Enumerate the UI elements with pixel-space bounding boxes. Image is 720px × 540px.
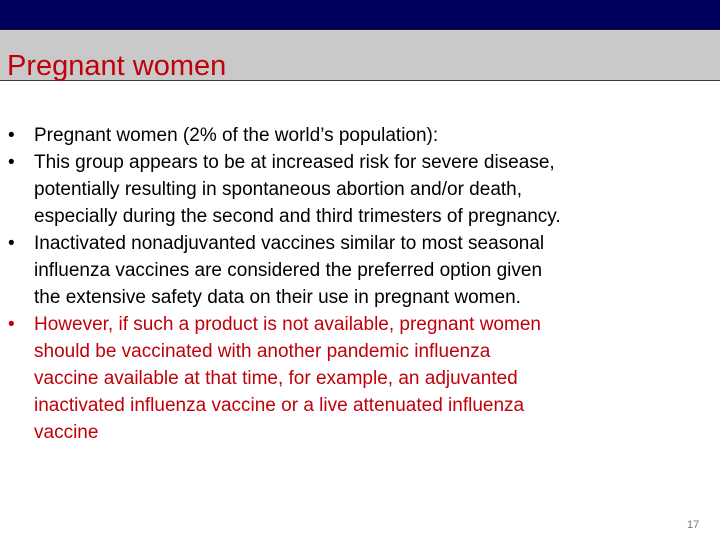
slide-title: Pregnant women [7,50,227,82]
bullet-text: However, if such a product is not available, pregnant women [34,314,541,335]
bullet-icon: • [8,233,15,254]
bullet-icon: • [8,152,15,173]
bullet-text: especially during the second and third trimesters of pregnancy. [34,206,561,227]
bullet-text: inactivated influenza vaccine or a live attenuated influenza [34,395,525,416]
bullet-item-preferred-option [0,230,720,311]
bullet-item-alternative [0,311,720,446]
bullet-text: the extensive safety data on their use in pregnant women. [34,287,521,308]
bullet-text: potentially resulting in spontaneous abortion and/or death, [34,179,523,200]
bullet-text: Pregnant women (2% of the world’s population): [34,125,439,146]
bullet-text: Inactivated nonadjuvanted vaccines similar to most seasonal [34,233,545,254]
bullet-text: This group appears to be at increased risk for severe disease, [34,152,555,173]
bullet-list [0,122,720,446]
bullet-text: vaccine available at that time, for example, an adjuvanted [34,368,518,389]
bullet-text: vaccine [34,422,99,443]
bullet-text: should be vaccinated with another pandemic influenza [34,341,491,362]
page-number: 17 [687,519,700,531]
bullet-item-population [0,122,720,149]
bullet-text: influenza vaccines are considered the preferred option given [34,260,543,281]
bullet-icon: • [8,314,15,335]
header-bar [0,0,720,30]
bullet-item-risk [0,149,720,230]
bullet-icon: • [8,125,15,146]
